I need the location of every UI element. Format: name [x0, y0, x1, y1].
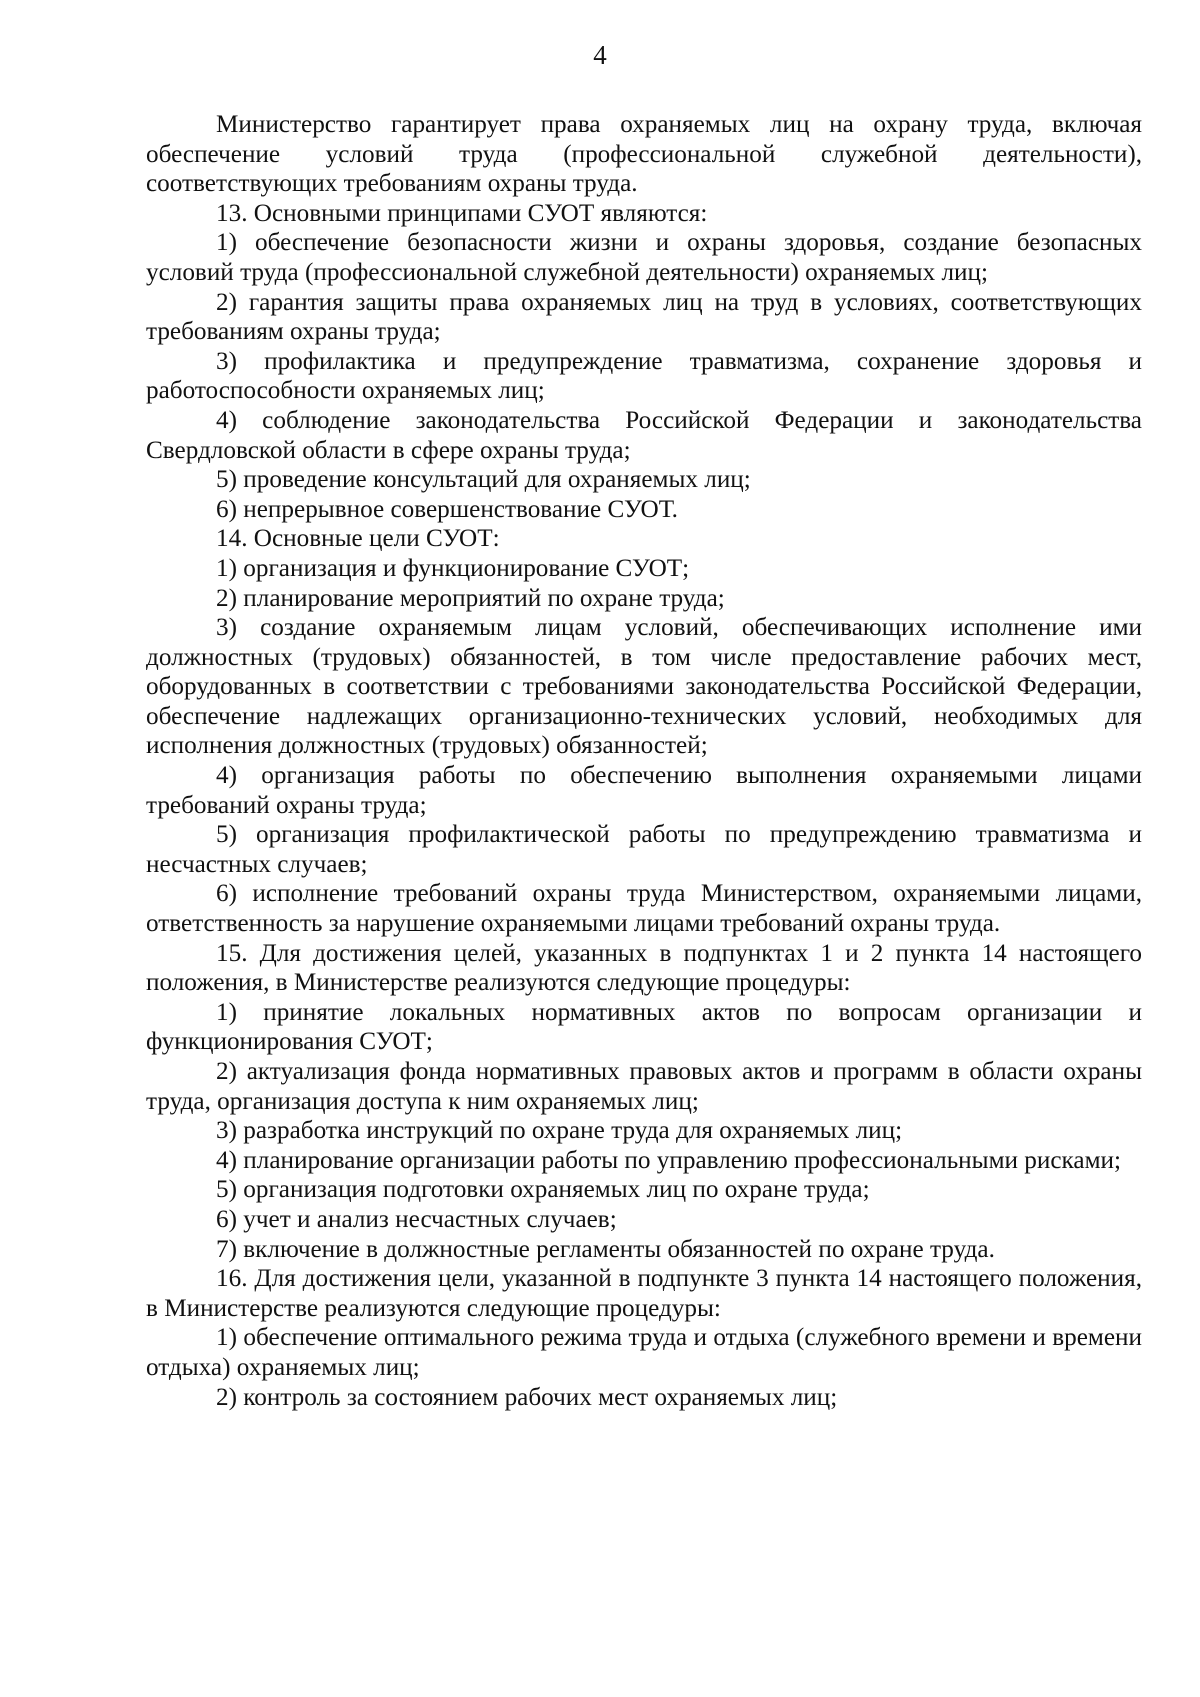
paragraph-13-item-5: 5) проведение консультаций для охраняемых лиц;	[216, 466, 751, 494]
paragraph-13-item-4: 4) соблюдение законодательства Российской Федерации и законодательства Свердловской области в сфере охраны труда;	[146, 406, 1142, 464]
document-body	[146, 110, 1142, 1412]
paragraph-15-item-4: 4) планирование организации работы по управлению профессиональными рисками;	[216, 1146, 1122, 1174]
paragraph-13-item-3: 3) профилактика и предупреждение травматизма, сохранение здоровья и работоспособности охраняемых лиц;	[146, 347, 1142, 405]
paragraph-15-item-6: 6) учет и анализ несчастных случаев;	[216, 1205, 617, 1233]
paragraph-13-heading: 13. Основными принципами СУОТ являются:	[216, 199, 708, 227]
paragraph-15-item-2: 2) актуализация фонда нормативных правовых актов и программ в области охраны труда, организация доступа к ним охраняемых лиц;	[146, 1058, 1142, 1115]
paragraph-14-item-6: 6) исполнение требований охраны труда Министерством, охраняемыми лицами, ответственность за нарушение охраняемыми лицами требований охраны труда.	[146, 880, 1142, 938]
paragraph-15-item-1: 1) принятие локальных нормативных актов по вопросам организации и функционирования СУОТ;	[146, 998, 1142, 1056]
paragraph-15-item-5: 5) организация подготовки охраняемых лиц по охране труда;	[216, 1176, 870, 1204]
paragraph-16-item-2: 2) контроль за состоянием рабочих мест охраняемых лиц;	[216, 1383, 838, 1411]
paragraph-14-item-2: 2) планирование мероприятий по охране труда;	[216, 584, 725, 612]
paragraph-14-item-1: 1) организация и функционирование СУОТ;	[216, 554, 690, 582]
paragraph-15-item-3: 3) разработка инструкций по охране труда для охраняемых лиц;	[216, 1117, 903, 1145]
paragraph-14-heading: 14. Основные цели СУОТ:	[216, 525, 500, 553]
paragraph-13-item-2: 2) гарантия защиты права охраняемых лиц на труд в условиях, соответствующих требованиям охраны труда;	[146, 288, 1142, 346]
paragraph-16-heading: 16. Для достижения цели, указанной в подпункте 3 пункта 14 настоящего положения, в Министерстве реализуются следующие процедуры:	[146, 1265, 1142, 1322]
page-number: 4	[593, 40, 607, 70]
paragraph-15-item-7: 7) включение в должностные регламенты обязанностей по охране труда.	[216, 1235, 995, 1263]
paragraph-15-heading: 15. Для достижения целей, указанных в подпунктах 1 и 2 пункта 14 настоящего положения, в Министерстве реализуются следующие процедуры:	[146, 939, 1142, 997]
paragraph-14-item-4: 4) организация работы по обеспечению выполнения охраняемыми лицами требований охраны труда;	[146, 762, 1142, 819]
paragraph-14-item-5: 5) организация профилактической работы по предупреждению травматизма и несчастных случаев;	[146, 821, 1142, 878]
paragraph-13-item-1: 1) обеспечение безопасности жизни и охраны здоровья, создание безопасных условий труда (профессиональной служебной деятельности) охраняемых лиц;	[146, 229, 1142, 286]
paragraph-intro: Министерство гарантирует права охраняемых лиц на охрану труда, включая обеспечение условий труда (профессиональной служебной деятельности), соответствующих требованиям охраны труда.	[146, 111, 1142, 198]
paragraph-13-item-6: 6) непрерывное совершенствование СУОТ.	[216, 495, 678, 523]
paragraph-16-item-1: 1) обеспечение оптимального режима труда и отдыха (служебного времени и времени отдыха) охраняемых лиц;	[146, 1324, 1142, 1381]
paragraph-14-item-3: 3) создание охраняемым лицам условий, обеспечивающих исполнение ими должностных (трудовых) обязанностей, в том числе предоставление рабочих мест, оборудованных в соответствии с требованиями законодательства Российской Федерации, обеспечение надлежащих организационно-технических условий, необходимых для исполнения должностных (трудовых) обязанностей;	[146, 614, 1142, 760]
